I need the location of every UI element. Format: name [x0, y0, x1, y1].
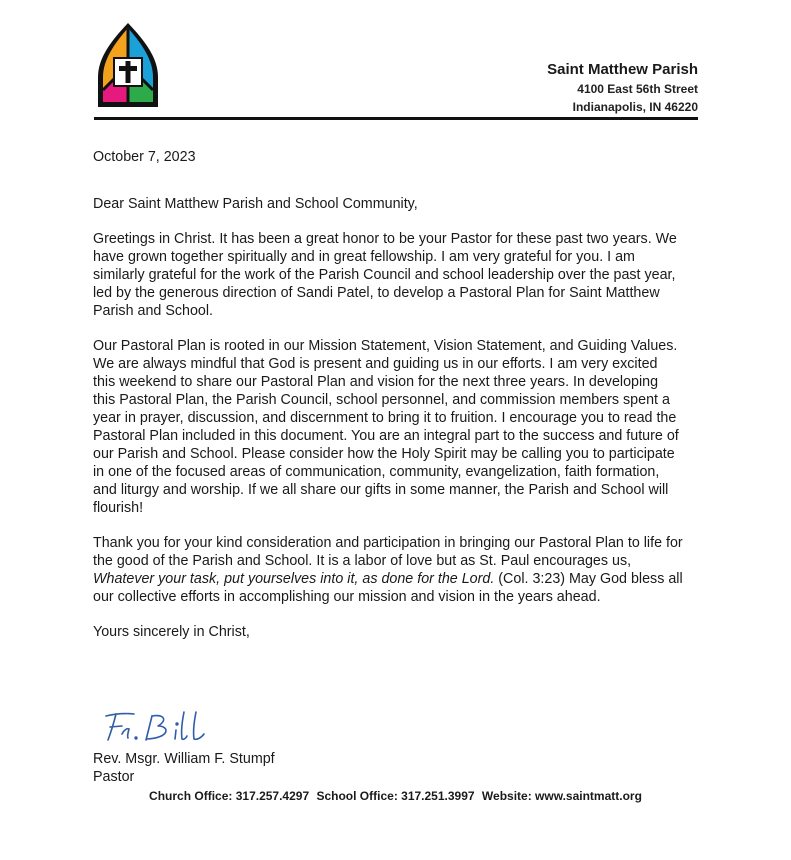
closing: Yours sincerely in Christ,: [93, 624, 250, 640]
church-office-phone: Church Office: 317.257.4297: [149, 789, 310, 803]
paragraph-3-start: Thank you for your kind consideration and participation in bringing our Pastoral Plan to life for the good of the Parish and School. It is a labor of love but as St. Paul encourages us,: [93, 535, 683, 569]
letter-date: October 7, 2023: [93, 149, 196, 165]
paragraph-3-end: (Col. 3:23) May God bless all our collective efforts in accomplishing our mission and vision in the years ahead.: [93, 571, 683, 605]
salutation: Dear Saint Matthew Parish and School Community,: [93, 196, 418, 212]
handwritten-signature: [100, 706, 230, 746]
school-office-phone: School Office: 317.251.3997: [316, 789, 475, 803]
signer-name: Rev. Msgr. William F. Stumpf: [93, 751, 275, 767]
footer-contact: [0, 789, 791, 803]
stained-glass-cross-icon: [94, 22, 162, 108]
paragraph-2: Our Pastoral Plan is rooted in our Mission Statement, Vision Statement, and Guiding Values. We are always mindful that God is present and guiding us in our efforts. I am very excited this weekend to share our Pastoral Plan and vision for the next three years. In developing this Pastoral Plan, the Parish Council, school personnel, and commission members spent a year in prayer, discussion, and discernment to bring it to fruition. I encourage you to read the Pastoral Plan included in this document. You are an integral part to the success and future of our Parish and School. Please consider how the Holy Spirit may be calling you to participate in one of the focused areas of communication, community, evangelization, faith formation, and liturgy and worship. If we all share our gifts in some manner, the Parish and School will flourish!: [93, 338, 679, 516]
scripture-quote: Whatever your task, put yourselves into it, as done for the Lord.: [93, 571, 495, 587]
paragraph-1: Greetings in Christ. It has been a great honor to be your Pastor for these past two years. We have grown together spiritually and in great fellowship. I am very grateful for you. I am similarly grateful for the work of the Parish Council and school leadership over the past year, led by the generous direction of Sandi Patel, to develop a Pastoral Plan for Saint Matthew Parish and School.: [93, 231, 677, 319]
address-line-1: 4100 East 56th Street: [577, 82, 698, 96]
address-line-2: Indianapolis, IN 46220: [572, 100, 698, 114]
paragraph-3: [93, 534, 683, 606]
signer-block: [93, 750, 275, 786]
header-divider: [94, 117, 698, 120]
website: Website: www.saintmatt.org: [481, 789, 642, 803]
signer-title: Pastor: [93, 769, 135, 785]
letter-body: [93, 148, 683, 655]
parish-address-block: [547, 60, 698, 116]
parish-name: Saint Matthew Parish: [547, 61, 698, 78]
